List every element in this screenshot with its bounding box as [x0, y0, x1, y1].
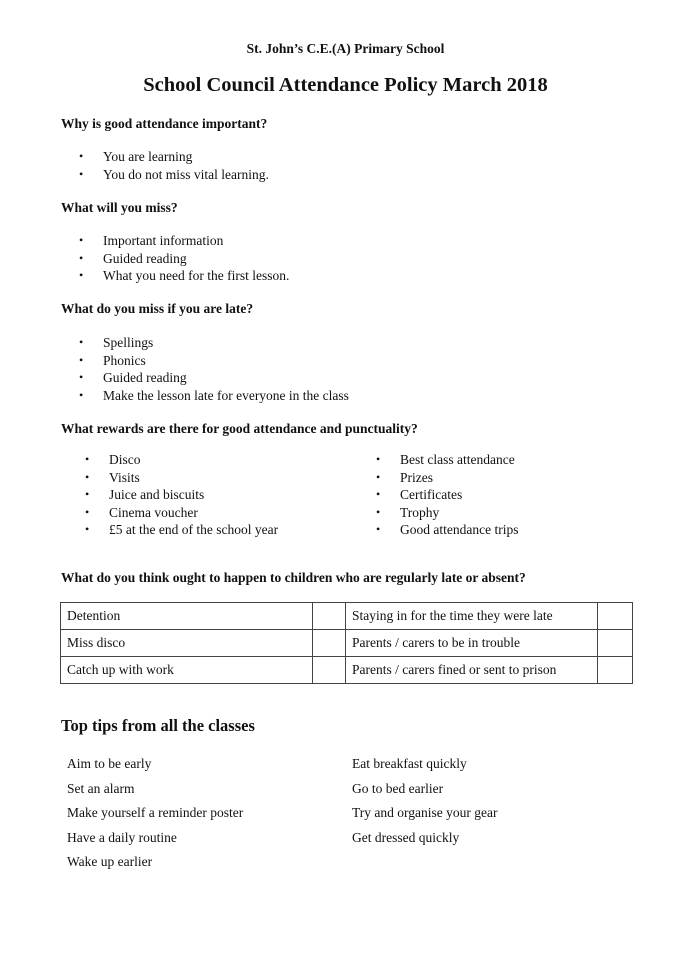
list-item: • Make the lesson late for everyone in the class — [79, 387, 349, 405]
consequence-cell: Miss disco — [61, 630, 313, 657]
consequence-cell: Parents / carers fined or sent to prison — [346, 657, 598, 684]
list-item: • Certificates — [376, 486, 518, 504]
list-item: • Spellings — [79, 334, 349, 352]
list-item: Try and organise your gear — [352, 805, 498, 821]
list-item: • Juice and biscuits — [85, 486, 278, 504]
heading-why-attendance: Why is good attendance important? — [61, 116, 268, 131]
list-item: • Visits — [85, 469, 278, 487]
miss-if-late-list — [79, 334, 349, 404]
list-item: • Important information — [79, 232, 289, 250]
list-item: Go to bed earlier — [352, 780, 444, 796]
heading-consequences: What do you think ought to happen to children who are regularly late or absent? — [61, 570, 526, 585]
list-item: • Trophy — [376, 504, 518, 522]
list-item: • What you need for the first lesson. — [79, 267, 289, 285]
list-item: • Cinema voucher — [85, 504, 278, 522]
school-name: St. John’s C.E.(A) Primary School — [246, 41, 445, 56]
tick-box-cell — [598, 657, 633, 684]
tick-box-cell — [313, 630, 346, 657]
tick-box-cell — [598, 603, 633, 630]
why-attendance-list — [79, 148, 269, 183]
tick-box-cell — [598, 630, 633, 657]
table-row — [61, 630, 633, 657]
list-item: • You are learning — [79, 148, 269, 166]
tips-list-right — [352, 752, 497, 850]
list-item: • Best class attendance — [376, 451, 518, 469]
list-item: Wake up earlier — [67, 854, 153, 870]
list-item: Aim to be early — [67, 756, 152, 771]
list-item: • Guided reading — [79, 250, 289, 268]
consequence-cell: Parents / carers to be in trouble — [346, 630, 598, 657]
tips-list-left — [67, 752, 243, 875]
what-miss-list — [79, 232, 289, 285]
heading-rewards: What rewards are there for good attendance and punctuality? — [61, 421, 418, 436]
list-item: • You do not miss vital learning. — [79, 166, 269, 184]
list-item: • Prizes — [376, 469, 518, 487]
list-item: Eat breakfast quickly — [352, 756, 467, 771]
rewards-list-left — [85, 451, 278, 539]
list-item: • £5 at the end of the school year — [85, 521, 278, 539]
consequences-table — [60, 602, 633, 684]
list-item: • Good attendance trips — [376, 521, 518, 539]
consequence-cell: Catch up with work — [61, 657, 313, 684]
page-title: School Council Attendance Policy March 2018 — [143, 74, 548, 96]
tick-box-cell — [313, 603, 346, 630]
table-row — [61, 657, 633, 684]
rewards-list-right — [376, 451, 518, 539]
list-item: Make yourself a reminder poster — [67, 805, 244, 821]
table-row — [61, 603, 633, 630]
heading-what-miss: What will you miss? — [61, 200, 178, 215]
consequence-cell: Staying in for the time they were late — [346, 603, 598, 630]
list-item: Have a daily routine — [67, 829, 177, 845]
consequence-cell: Detention — [61, 603, 313, 630]
list-item: • Disco — [85, 451, 278, 469]
list-item: Get dressed quickly — [352, 829, 460, 845]
list-item: • Phonics — [79, 352, 349, 370]
list-item: Set an alarm — [67, 780, 135, 796]
heading-top-tips: Top tips from all the classes — [61, 716, 255, 735]
tick-box-cell — [313, 657, 346, 684]
list-item: • Guided reading — [79, 369, 349, 387]
heading-miss-if-late: What do you miss if you are late? — [61, 301, 254, 316]
